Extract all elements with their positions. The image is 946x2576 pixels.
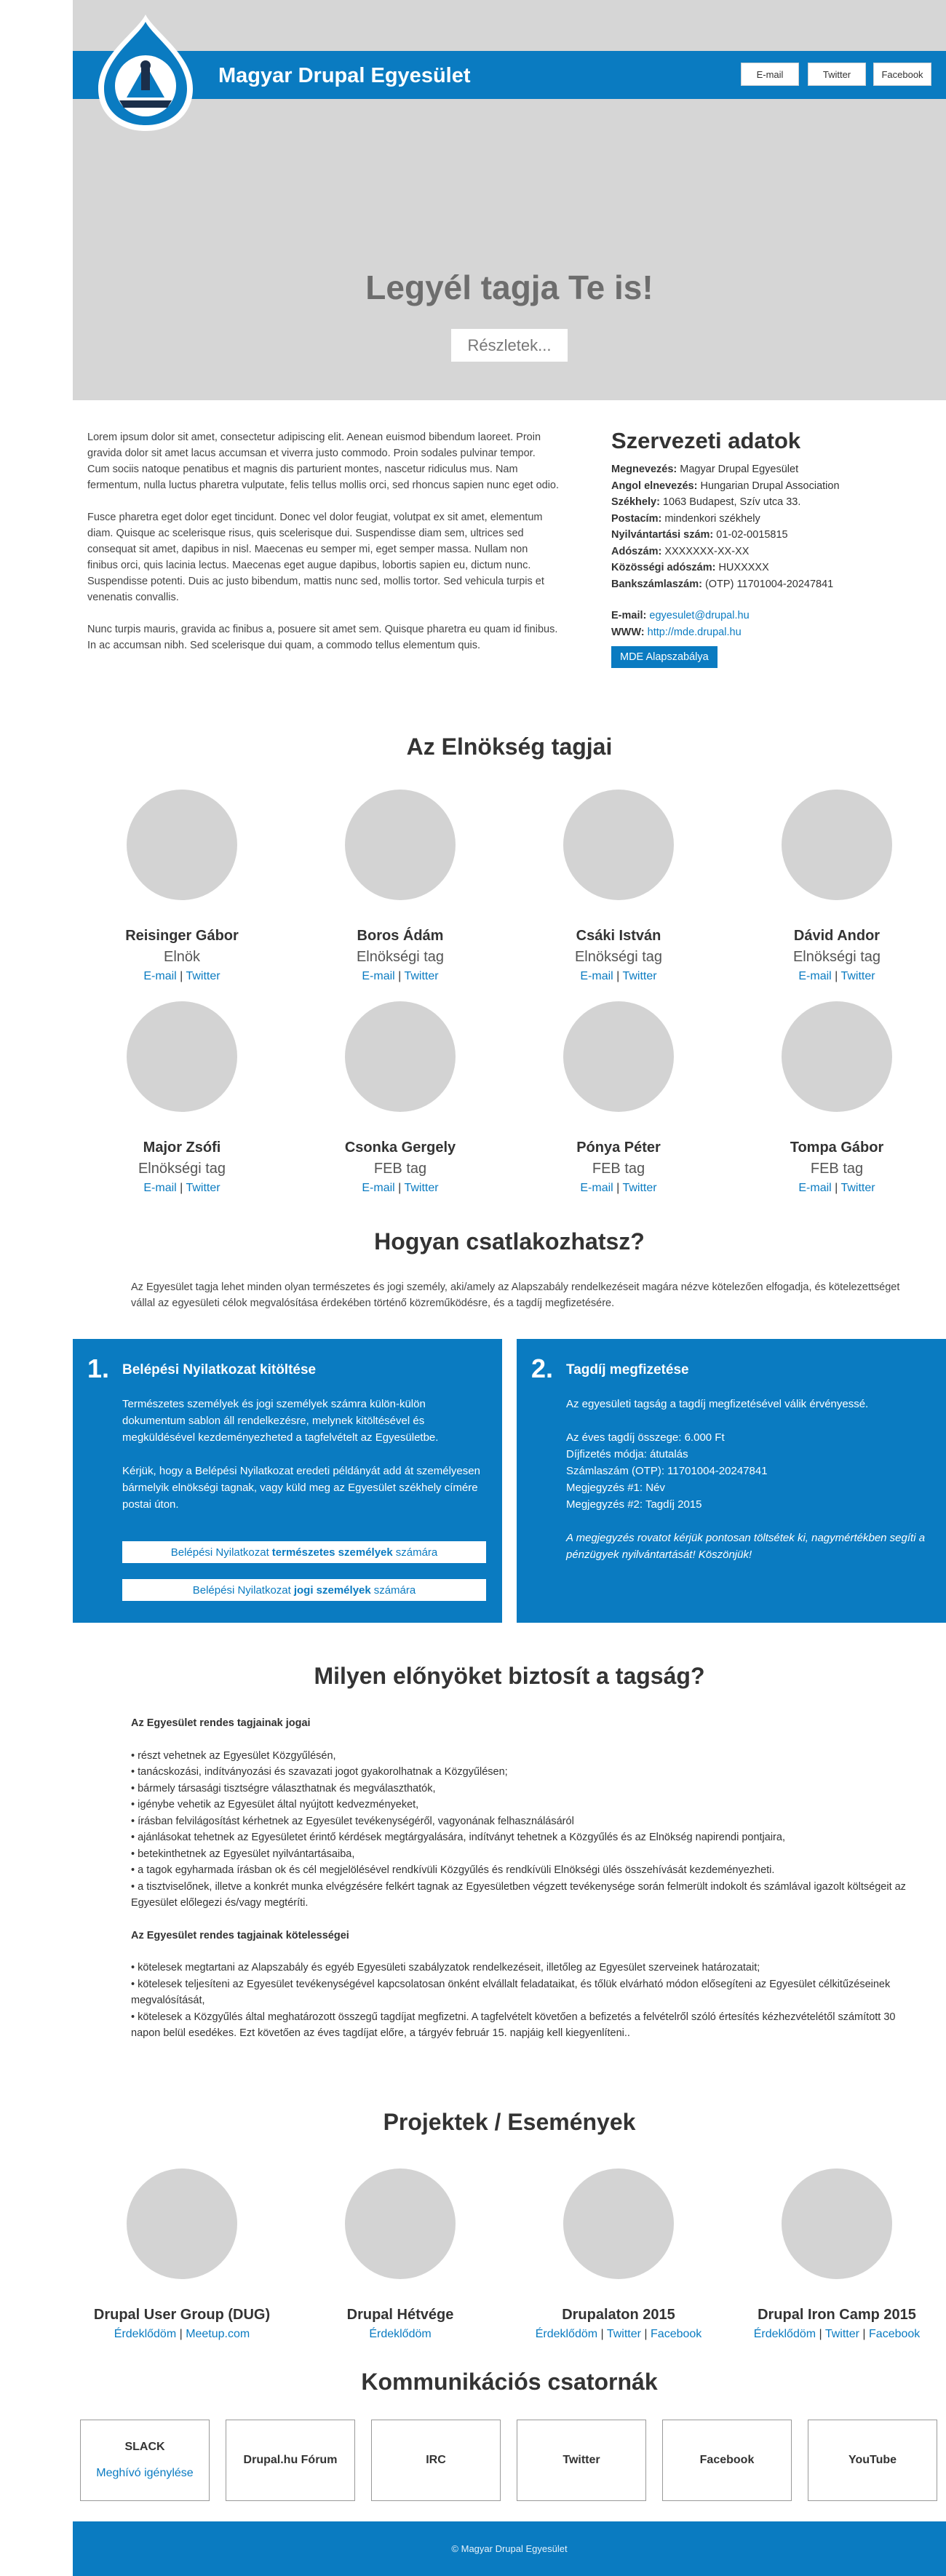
project-links [509,2328,728,2341]
project-twitter-link[interactable]: Twitter [606,2328,641,2340]
project-image [345,2168,456,2279]
member-twitter-link[interactable]: Twitter [840,1182,875,1194]
join-intro-text: Az Egyesület tagja lehet minden olyan természetes és jogi személy, aki/amely az Alapszabály rendelkezéseit magára nézve kötelezően elfogadja, és kötelezettséget vállal az egyesületi célok megvalósítása érdekében történő közreműködésre, és a tagdíj megfizetésére. [131,1281,900,1309]
link-separator: | [597,2328,607,2340]
org-row-label: Közösségi adószám: [611,562,716,573]
fee-line: Számlaszám (OTP): 11701004-20247841 [566,1465,768,1477]
channel-forum[interactable] [226,2420,355,2501]
legal-person-form-link[interactable] [122,1579,486,1601]
project-facebook-link[interactable]: Facebook [869,2328,921,2340]
step-title: Belépési Nyilatkozat kitöltése [122,1362,317,1378]
org-row [611,544,931,560]
link-separator: | [176,970,186,982]
member-links [728,970,946,983]
member-role: Elnökségi tag [138,1161,226,1177]
channel-slack[interactable] [80,2420,210,2501]
join-step-1 [73,1339,502,1623]
project-name: Drupal Iron Camp 2015 [758,2307,916,2323]
step-body [566,1396,930,1580]
link-text: Belépési Nyilatkozat [192,1583,291,1597]
channel-irc[interactable] [371,2420,501,2501]
member-twitter-link[interactable]: Twitter [622,970,657,982]
project-twitter-link[interactable]: Twitter [824,2328,859,2340]
member-twitter-link[interactable]: Twitter [186,970,220,982]
org-row [611,478,931,495]
member-role: Elnökségi tag [356,949,445,965]
board-member-card [728,790,946,983]
member-links [509,970,728,983]
avatar [782,1001,892,1112]
link-separator: | [640,2328,651,2340]
member-name: Major Zsófi [143,1140,221,1156]
member-role: Elnök [163,949,201,965]
step-paragraph: Kérjük, hogy a Belépési Nyilatkozat eredeti példányát add át személyesen bármelyik elnökségi tagnak, vagy küld meg az Egyesület székhely címére postai úton. [122,1465,480,1511]
intro-text [87,429,560,669]
hero-title: Legyél tagja Te is! [365,269,653,306]
join-title: Hogyan csatlakozhatsz? [374,1228,645,1255]
project-image [563,2168,674,2279]
link-separator: | [859,2328,870,2340]
member-email-link[interactable]: E-mail [362,1182,395,1194]
project-links [728,2328,946,2341]
project-name: Drupalaton 2015 [562,2307,675,2323]
benefits-content [131,1715,917,2042]
project-card [73,2168,291,2341]
org-contact [611,608,931,640]
org-details [611,428,931,668]
member-links [509,1182,728,1195]
board-member-card [509,790,728,983]
slack-invite-link[interactable]: Meghívó igénylése [96,2467,194,2479]
intro-paragraph: Nunc turpis mauris, gravida ac finibus a, posuere sit amet sem. Quisque pharetra eu quam id finibus. In ac accumsan nibh. Sed scelerisque dui quam, a commodo tellus elementum quis. [87,624,558,651]
org-row-label: Nyilvántartási szám: [611,529,714,541]
list-item: • bármely társasági tisztségre választhatnak és megválaszthatók, [131,1782,436,1794]
member-twitter-link[interactable]: Twitter [840,970,875,982]
link-text-bold: természetes személyek [271,1546,393,1559]
step-body [122,1396,486,1530]
board-title: Az Elnökség tagjai [406,734,613,760]
link-separator: | [816,2328,825,2340]
project-interest-link[interactable]: Érdeklődöm [114,2328,177,2340]
rights-title: Az Egyesület rendes tagjainak jogai [131,1717,311,1729]
member-name: Boros Ádám [357,928,444,944]
member-name: Csáki István [576,928,661,944]
member-links [728,1182,946,1195]
channel-name: Facebook [699,2454,755,2466]
duties-title: Az Egyesület rendes tagjainak kötelességei [131,1929,349,1941]
avatar [345,790,456,900]
project-image [782,2168,892,2279]
channel-twitter[interactable] [517,2420,646,2501]
natural-person-form-link[interactable] [122,1541,486,1563]
member-twitter-link[interactable]: Twitter [186,1182,220,1194]
member-email-link[interactable]: E-mail [143,970,177,982]
link-separator: | [613,1182,623,1194]
page [73,0,946,2576]
board-member-card [728,1001,946,1195]
org-www-link[interactable]: http://mde.drupal.hu [647,626,742,638]
member-role: FEB tag [810,1161,864,1177]
link-text: Belépési Nyilatkozat [170,1546,269,1559]
member-email-link[interactable]: E-mail [362,970,395,982]
project-image [127,2168,237,2279]
member-links [291,1182,509,1195]
step-number: 1. [87,1353,110,1383]
step-number: 2. [531,1353,554,1383]
org-row-label: Angol elnevezés: [611,480,698,492]
org-www-row [611,624,931,641]
link-separator: | [176,1182,186,1194]
list-item: • a tagok egyharmada írásban ok és cél megjelölésével rendkívüli Közgyűlés és rendkívüli Elnökségi ülés összehívását kezdeményezheti. [131,1864,775,1876]
board-member-card [291,790,509,983]
board-member-card [509,1001,728,1195]
member-email-link[interactable]: E-mail [143,1182,177,1194]
intro-paragraph: Lorem ipsum dolor sit amet, consectetur adipiscing elit. Aenean euismod bibendum laoreet. Proin gravida dolor sit amet lacus accumsan et viverra justo commodo. Proin sodales pulvinar tempor. Cum sociis natoque penatibus et magnis dis parturient montes, nascetur ridiculus mus. Nam fermentum, nulla luctus pharetra vulputate, felis tellus mollis orci, sed rhoncus sapien nunc eget odio. [87,432,560,491]
project-facebook-link[interactable]: Facebook [651,2328,702,2340]
org-email-label: E-mail: [611,610,647,621]
link-text: számára [373,1583,416,1597]
member-name: Reisinger Gábor [125,928,239,944]
member-role: FEB tag [373,1161,427,1177]
step-title: Tagdíj megfizetése [566,1362,689,1378]
org-row-value: 01-02-0015815 [713,529,788,541]
hero-banner [73,0,946,400]
avatar [127,790,237,900]
avatar [127,1001,237,1112]
org-row-value: mindenkori székhely [661,512,760,525]
fee-line: Megjegyzés #1: Név [566,1482,665,1494]
drupal-drop-logo[interactable] [95,13,196,132]
fee-note: A megjegyzés rovatot kérjük pontosan töltsétek ki, nagymértékben segíti a pénzügyek nyilvántartását! Köszönjük! [566,1532,926,1561]
org-www-label: WWW: [611,626,645,638]
projects-title: Projektek / Események [383,2109,636,2135]
link-separator: | [613,970,623,982]
org-row-label: Bankszámlaszám: [611,578,702,590]
link-separator: | [394,970,405,982]
step-paragraph: Az egyesületi tagság a tagdíj megfizetésével válik érvényessé. [566,1398,869,1410]
channel-name: SLACK [124,2441,165,2453]
list-item: • kötelesek teljesíteni az Egyesület tevékenységével kapcsolatosan önként elvállalt feladataikat, és tőlük elvárható módon elősegíteni az Egyesület célkitűzéseinek megvalósítását, [131,1978,891,2006]
link-text: számára [395,1546,438,1559]
member-links [291,970,509,983]
channel-name: YouTube [848,2454,897,2466]
footer-copyright: © Magyar Drupal Egyesület [451,2543,568,2554]
org-row-value: Magyar Drupal Egyesület [677,464,799,475]
list-item: • részt vehetnek az Egyesület Közgyűlésén, [131,1749,336,1762]
fee-line: Az éves tagdíj összege: 6.000 Ft [566,1431,725,1444]
list-item: • betekinthetnek az Egyesület nyilvántartásaiba, [131,1848,355,1860]
channel-name: Twitter [563,2454,600,2466]
member-email-link[interactable]: E-mail [580,970,613,982]
fee-line: Díjfizetés módja: átutalás [566,1448,688,1460]
project-card [291,2168,509,2341]
org-row-label: Megnevezés: [611,464,677,475]
member-role: FEB tag [592,1161,645,1177]
channels-title: Kommunikációs csatornák [361,2369,658,2395]
board-member-card [291,1001,509,1195]
org-row [611,461,931,478]
list-item: • kötelesek a Közgyűlés által meghatározott összegű tagdíjat megfizetni. A tagfelvételt követően a befizetés a felvételről szóló értesítés kézhezvételétől számított 30 napon belül esedékes. Ezt követően az éves tagdíjat előre, a tárgyév február 15. napjáig kell kiegyenlíteni.. [131,2011,896,2039]
bylaws-button[interactable]: MDE Alapszabálya [611,646,718,668]
hero-details-button[interactable]: Részletek... [451,329,568,362]
avatar [563,790,674,900]
project-links [73,2328,291,2341]
site-title[interactable]: Magyar Drupal Egyesület [218,64,471,87]
project-card [728,2168,946,2341]
channel-name: IRC [426,2454,446,2466]
org-row-value: (OTP) 11701004-20247841 [701,578,834,590]
org-row-value: HUXXXXX [715,562,769,573]
project-interest-link[interactable]: Érdeklődöm [535,2328,598,2340]
member-name: Csonka Gergely [344,1140,456,1156]
org-row [611,560,931,576]
channel-facebook[interactable] [662,2420,792,2501]
board-member-card [73,790,291,983]
member-role: Elnökségi tag [792,949,881,965]
member-name: Pónya Péter [576,1140,661,1156]
member-email-link[interactable]: E-mail [798,1182,832,1194]
channel-youtube[interactable] [808,2420,937,2501]
link-separator: | [831,970,841,982]
fee-line: Megjegyzés #2: Tagdíj 2015 [566,1498,702,1511]
member-links [73,970,291,983]
org-row-label: Székhely: [611,496,660,508]
header-facebook-button[interactable]: Facebook [873,63,931,86]
project-links [291,2328,509,2341]
header-email-button[interactable]: E-mail [741,63,799,86]
member-name: Dávid Andor [793,928,881,944]
link-separator: | [831,1182,841,1194]
footer [73,2521,946,2576]
member-twitter-link[interactable]: Twitter [404,1182,439,1194]
list-item: • írásban felvilágosítást kérhetnek az Egyesület tevékenységéről, vagyonának felhasználásáról [131,1815,574,1827]
project-meetup-link[interactable]: Meetup.com [186,2328,250,2340]
member-email-link[interactable]: E-mail [580,1182,613,1194]
project-card [509,2168,728,2341]
channel-name: Drupal.hu Fórum [243,2454,338,2466]
link-separator: | [394,1182,405,1194]
project-name: Drupal User Group (DUG) [93,2307,271,2323]
org-row [611,576,931,593]
org-row [611,511,931,528]
project-name: Drupal Hétvége [346,2307,454,2323]
member-role: Elnökségi tag [574,949,663,965]
header-twitter-button[interactable]: Twitter [808,63,866,86]
org-row [611,527,931,544]
org-email-link[interactable]: egyesulet@drupal.hu [649,610,750,621]
link-text-bold: jogi személyek [293,1583,371,1597]
list-item: • a tisztviselőnek, illetve a konkrét munka elvégzésére felkért tagnak az Egyesületben végzett tevékenysége során felmerült indokolt és számlával igazolt költségeit az Egyesület előlegezi és/vagy megtéríti. [131,1880,906,1909]
org-email-row [611,608,931,624]
member-email-link[interactable]: E-mail [798,970,832,982]
org-row-label: Postacím: [611,512,662,525]
project-interest-link[interactable]: Érdeklődöm [753,2328,816,2340]
avatar [345,1001,456,1112]
org-row-value: XXXXXXX-XX-XX [661,545,750,557]
link-separator: | [176,2328,186,2340]
benefits-title: Milyen előnyöket biztosít a tagság? [314,1663,705,1689]
org-rows [611,461,931,592]
member-twitter-link[interactable]: Twitter [404,970,439,982]
intro-paragraph: Fusce pharetra eget dolor eget tincidunt. Donec vel dolor feugiat, volutpat ex sit amet, elementum diam. Quisque ac scelerisque risus, quis scelerisque dui. Suspendisse diam sem, ultrices sed consequat sit amet, dapibus in nisl. Maecenas eu semper mi, eget semper massa. Nullam non finibus orci, quis lacinia lectus. Maecenas eget augue dapibus, lobortis sapien eu, dictum nunc. Suspendisse potenti. Duis ac justo bibendum, mattis nunc sed, mollis tortor. Sed vehicula turpis et venenatis convallis. [87,512,544,603]
list-item: • ajánlásokat tehetnek az Egyesületet érintő kérdések megtárgyalására, indítványt tehetnek a Közgyűlés és az Elnökség napirendi pontjaira, [131,1832,785,1843]
org-row-label: Adószám: [611,545,662,557]
org-row [611,494,931,511]
list-item: • kötelesek megtartani az Alapszabály és egyéb Egyesületi szabályzatok rendelkezéseit, illetőleg az Egyesület szerveinek határozatait; [131,1962,760,1973]
org-row-value: 1063 Budapest, Szív utca 33. [659,496,801,508]
member-twitter-link[interactable]: Twitter [622,1182,657,1194]
member-links [73,1182,291,1195]
step-paragraph: Természetes személyek és jogi személyek számra külön-külön dokumentum sablon áll rendelkezésre, melynek kitöltésével és megküldésével kezdeményezheted a tagfelvételt az Egyesületbe. [122,1398,439,1444]
avatar [782,790,892,900]
org-row-value: Hungarian Drupal Association [697,480,840,492]
board-member-card [73,1001,291,1195]
join-step-2 [517,1339,946,1623]
org-title: Szervezeti adatok [611,428,801,453]
member-name: Tompa Gábor [790,1140,884,1156]
avatar [563,1001,674,1112]
list-item: • tanácskozási, indítványozási és szavazati jogot gyakorolhatnak a Közgyűlésen; [131,1766,508,1778]
project-interest-link[interactable]: Érdeklődöm [369,2328,432,2340]
list-item: • igénybe vehetik az Egyesület által nyújtott kedvezményeket, [131,1799,419,1810]
